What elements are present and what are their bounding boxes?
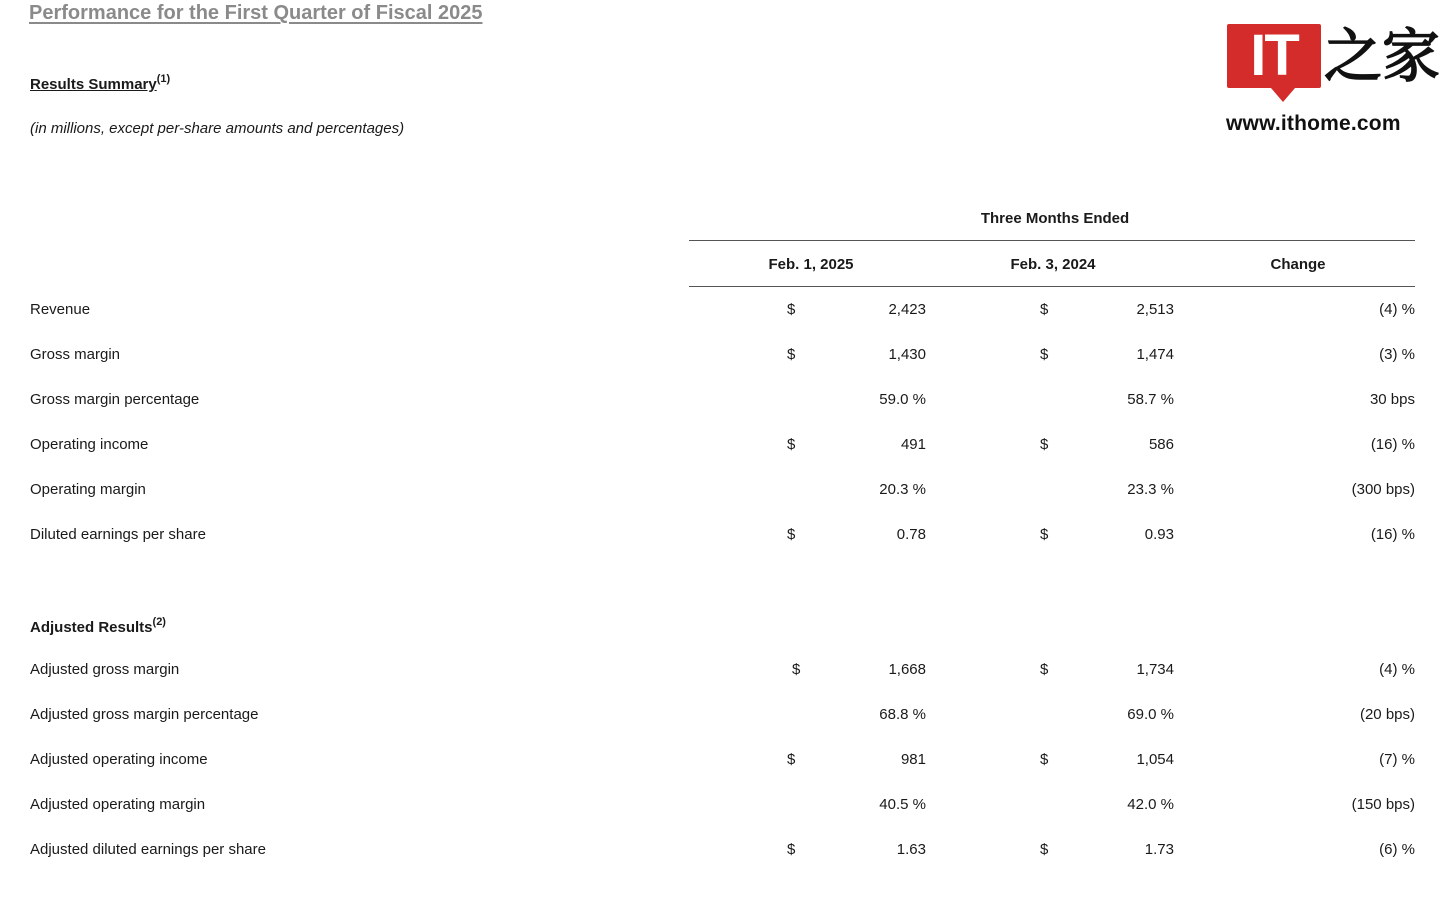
table-row [0, 301, 1440, 323]
current-period-value: 40.5 % [879, 796, 926, 813]
change-value: (6) % [1379, 841, 1415, 858]
currency-symbol: $ [787, 436, 796, 453]
currency-symbol: $ [787, 301, 796, 318]
prior-period-value: 0.93 [1144, 526, 1174, 543]
units-note: (in millions, except per-share amounts and percentages) [30, 120, 405, 137]
current-period-value: 68.8 % [879, 706, 926, 723]
row-label: Operating income [30, 436, 149, 453]
prior-period-value: 1,474 [1136, 346, 1174, 363]
adjusted-results-label: Adjusted Results [30, 619, 153, 636]
row-label: Adjusted operating margin [30, 796, 206, 813]
row-label: Adjusted operating income [30, 751, 208, 768]
currency-symbol: $ [787, 841, 796, 858]
prior-period-value: 1,734 [1136, 661, 1174, 678]
prior-period-value: 23.3 % [1127, 481, 1174, 498]
prior-period-value: 42.0 % [1127, 796, 1174, 813]
table-row [0, 346, 1440, 368]
currency-symbol: $ [1040, 661, 1049, 678]
prior-period-value: 2,513 [1136, 301, 1174, 318]
currency-symbol: $ [787, 751, 796, 768]
table-row [0, 526, 1440, 548]
column-header-prior: Feb. 3, 2024 [1010, 256, 1096, 273]
row-label: Gross margin [30, 346, 121, 363]
prior-period-value: 1.73 [1144, 841, 1174, 858]
it-logo-icon: IT [1227, 24, 1321, 88]
table-row [0, 751, 1440, 773]
change-value: (16) % [1370, 436, 1415, 453]
period-header: Three Months Ended [980, 210, 1130, 227]
currency-symbol: $ [1040, 301, 1049, 318]
ithome-logo [1226, 22, 1440, 142]
footnote-marker: (1) [156, 73, 171, 85]
change-value: (3) % [1379, 346, 1415, 363]
currency-symbol: $ [1040, 526, 1049, 543]
table-row [0, 796, 1440, 818]
results-summary-label: Results Summary [30, 76, 157, 93]
row-label: Operating margin [30, 481, 146, 498]
current-period-value: 59.0 % [879, 391, 926, 408]
change-value: (4) % [1379, 301, 1415, 318]
change-value: (150 bps) [1351, 796, 1415, 813]
prior-period-value: 58.7 % [1127, 391, 1174, 408]
row-label: Adjusted diluted earnings per share [30, 841, 266, 858]
row-label: Adjusted gross margin [30, 661, 180, 678]
change-value: (20 bps) [1359, 706, 1415, 723]
table-row [0, 436, 1440, 458]
change-value: 30 bps [1369, 391, 1415, 408]
current-period-value: 1,668 [888, 661, 926, 678]
currency-symbol: $ [1040, 436, 1049, 453]
current-period-value: 981 [900, 751, 926, 768]
column-header-current: Feb. 1, 2025 [768, 256, 854, 273]
table-row [0, 841, 1440, 863]
header-rule-bottom [689, 286, 1415, 287]
change-value: (16) % [1370, 526, 1415, 543]
prior-period-value: 1,054 [1136, 751, 1174, 768]
currency-symbol: $ [1040, 841, 1049, 858]
current-period-value: 1.63 [896, 841, 926, 858]
footnote-marker: (2) [152, 616, 166, 628]
change-value: (4) % [1379, 661, 1415, 678]
table-row [0, 391, 1440, 413]
currency-symbol: $ [1040, 751, 1049, 768]
prior-period-value: 69.0 % [1127, 706, 1174, 723]
current-period-value: 0.78 [896, 526, 926, 543]
currency-symbol: $ [792, 661, 801, 678]
header-rule-top [689, 240, 1415, 241]
current-period-value: 2,423 [888, 301, 926, 318]
logo-url: www.ithome.com [1226, 112, 1401, 135]
logo-chinese-text: 之家 [1324, 22, 1440, 90]
adjusted-results-heading [30, 616, 166, 636]
currency-symbol: $ [787, 526, 796, 543]
results-summary-heading [30, 73, 170, 93]
table-row [0, 481, 1440, 503]
table-row [0, 661, 1440, 683]
row-label: Adjusted gross margin percentage [30, 706, 259, 723]
table-row [0, 706, 1440, 728]
row-label: Revenue [30, 301, 91, 318]
prior-period-value: 586 [1148, 436, 1174, 453]
current-period-value: 20.3 % [879, 481, 926, 498]
current-period-value: 1,430 [888, 346, 926, 363]
currency-symbol: $ [787, 346, 796, 363]
current-period-value: 491 [900, 436, 926, 453]
row-label: Gross margin percentage [30, 391, 200, 408]
row-label: Diluted earnings per share [30, 526, 206, 543]
change-value: (300 bps) [1351, 481, 1415, 498]
column-header-change: Change [1270, 256, 1326, 273]
page-title: Performance for the First Quarter of Fiscal 2025 [29, 2, 483, 24]
change-value: (7) % [1379, 751, 1415, 768]
currency-symbol: $ [1040, 346, 1049, 363]
